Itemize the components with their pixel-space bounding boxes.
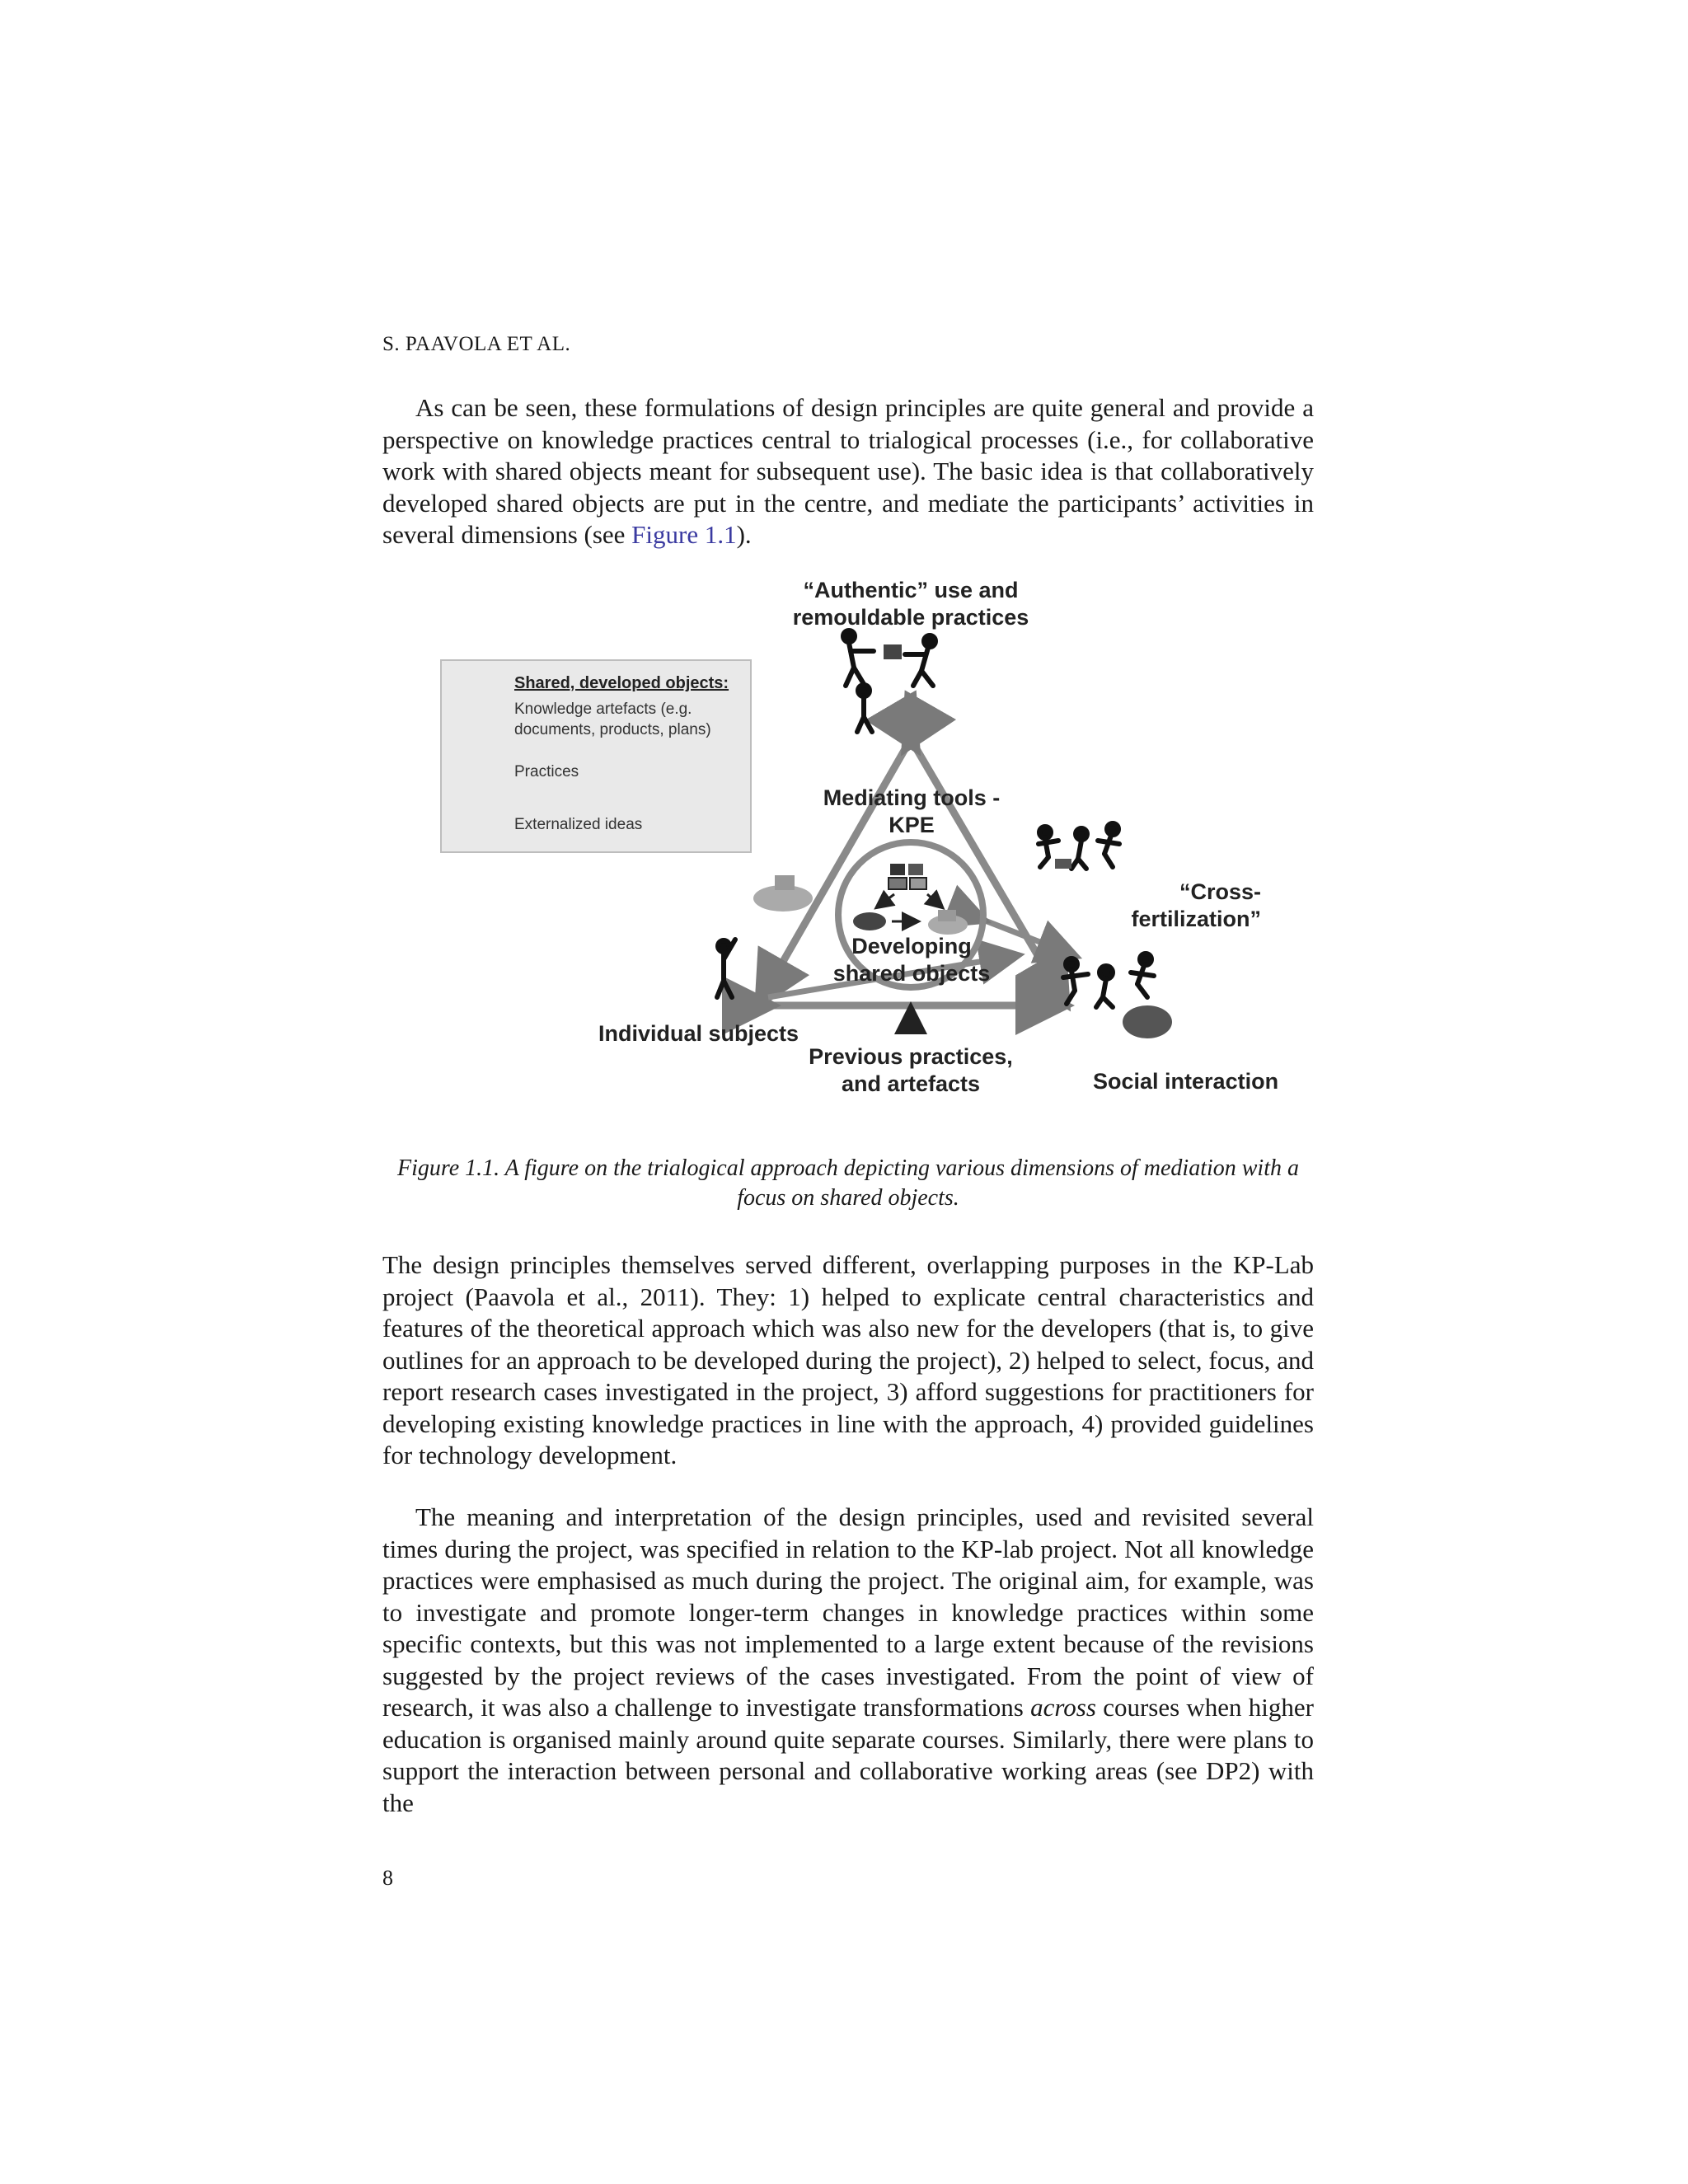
paragraph-1-tail: ). bbox=[736, 520, 752, 549]
legend-item-knowledge-artefacts: Knowledge artefacts (e.g. documents, products, plans) bbox=[514, 701, 711, 738]
individual-subjects-label: Individual subjects bbox=[598, 1021, 799, 1046]
top-people-icon bbox=[843, 630, 935, 732]
legend-title: Shared, developed objects: bbox=[514, 674, 729, 692]
paragraph-3 bbox=[382, 1502, 1314, 1819]
figure-caption: Figure 1.1. A figure on the trialogical approach depicting various dimensions of mediation with a focus on shared objects. bbox=[396, 1155, 1299, 1211]
emphasis-across: across bbox=[1030, 1693, 1096, 1722]
figure-legend bbox=[440, 659, 752, 853]
paragraph-3-tail: courses when higher education is organised mainly around quite separate courses. Similarly, there were plans to support the interaction between personal and collaborative working areas (see DP2) with the bbox=[382, 1693, 1314, 1817]
central-objects-icon bbox=[853, 864, 968, 935]
social-people-icon bbox=[1063, 954, 1172, 1038]
cross-fertilization-label: “Cross-fertilization” bbox=[1131, 879, 1261, 931]
figure-reference-link[interactable]: Figure 1.1 bbox=[631, 520, 737, 549]
trialogical-figure bbox=[412, 569, 1311, 1113]
paragraph-1-text: As can be seen, these formulations of design principles are quite general and provide a perspective on knowledge practices central to trialogical processes (i.e., for collaborative work with shared objects meant for subsequent use). The basic idea is that collaboratively developed shared objects are put in the centre, and mediate the participants’ activities in several dimensions (see bbox=[382, 393, 1314, 549]
paragraph-3-text: The meaning and interpretation of the design principles, used and revisited several times during the project, was specified in relation to the KP-lab project. Not all knowledge practices were emphasised as much during the project. The original aim, for example, was to investigate and promote longer-term changes in knowledge practices within some specific contexts, but this was not implemented to a large extent because of the revisions suggested by the project reviews of the cases investigated. From the point of view of research, it was also a challenge to investigate transformations bbox=[382, 1502, 1314, 1722]
page-number: 8 bbox=[382, 1866, 393, 1890]
previous-practices-label: Previous practices, and artefacts bbox=[809, 1044, 1013, 1096]
cross-people-icon bbox=[1039, 823, 1119, 869]
top-label: “Authentic” use and remouldable practices bbox=[792, 578, 1029, 630]
mediating-tools-label: Mediating tools - KPE bbox=[823, 785, 1001, 837]
legend-item-externalized-ideas: Externalized ideas bbox=[514, 816, 643, 833]
paragraph-1 bbox=[382, 392, 1314, 551]
externalized-ideas-icon bbox=[753, 875, 813, 912]
developing-objects-label: Developing shared objects bbox=[832, 934, 991, 986]
individual-person-icon bbox=[717, 940, 735, 997]
social-interaction-label: Social interaction bbox=[1093, 1069, 1279, 1094]
running-head: S. PAAVOLA ET AL. bbox=[382, 333, 571, 355]
paragraph-2: The design principles themselves served different, overlapping purposes in the KP-Lab project (Paavola et al., 2011). They: 1) helped to explicate central characteristics and features of the theoretical approach which was also new for the developers (that is, to give outlines for an approach to be developed during the project), 2) helped to select, focus, and report research cases investigated in the project, 3) afford suggestions for practitioners for developing existing knowledge practices in line with the approach, 4) provided guidelines for technology development. bbox=[382, 1250, 1314, 1469]
legend-item-practices: Practices bbox=[514, 763, 579, 780]
